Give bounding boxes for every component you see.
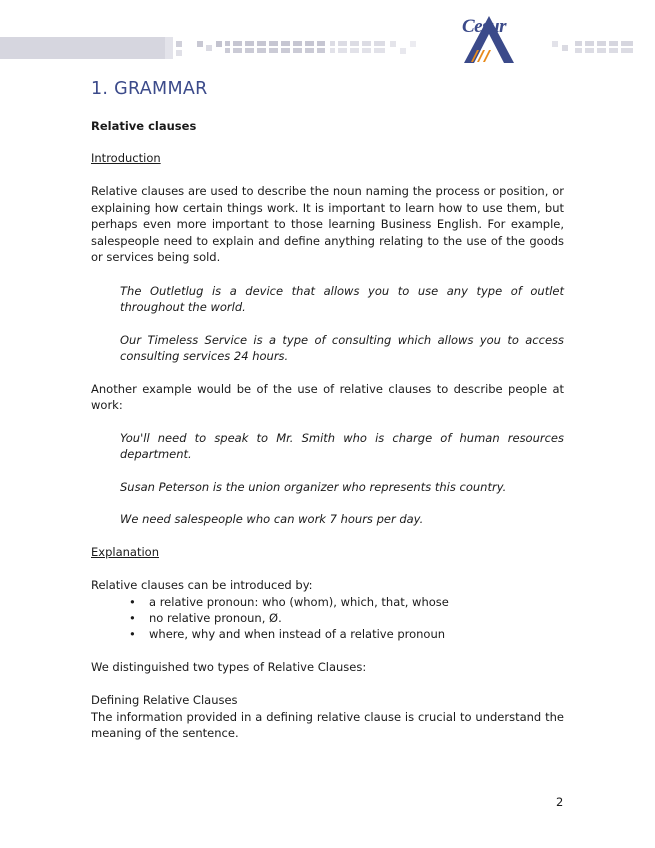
example-sentence: Susan Peterson is the union organizer who represents this country.: [120, 479, 507, 494]
defining-text: The information provided in a defining relative clause is crucial to understand the meaning of the sentence.: [91, 709, 564, 740]
introduced-by-text: Relative clauses can be introduced by:: [91, 578, 313, 592]
example-sentence: We need salespeople who can work 7 hours per day.: [120, 512, 424, 526]
list-item: • no relative pronoun, Ø.: [91, 610, 564, 626]
example-sentence: You'll need to speak to Mr. Smith who is charge of human resources department.: [120, 430, 564, 461]
header-band: [0, 0, 655, 70]
document-body: [91, 74, 564, 742]
page-number: 2: [556, 795, 564, 809]
list-item: • where, why and when instead of a relative pronoun: [91, 626, 564, 642]
intro-paragraph: Relative clauses are used to describe the noun naming the process or position, or explaining how certain things work. It is important to learn how to use them, but perhaps even more important to those learning Business English. For example, salespeople need to explain and define anything relating to the use of the goods or services being sold.: [91, 184, 564, 264]
defining-heading: Defining Relative Clauses: [91, 693, 238, 707]
introduction-heading: Introduction: [91, 150, 161, 165]
bullet-list: [91, 594, 564, 642]
example-sentence: Our Timeless Service is a type of consulting which allows you to access consulting services 24 hours.: [120, 332, 564, 363]
list-item: • a relative pronoun: who (whom), which, that, whose: [91, 594, 564, 610]
page-title: 1. GRAMMAR: [91, 79, 208, 99]
explanation-heading: Explanation: [91, 544, 159, 559]
logo-wordmark: Cesur: [462, 16, 506, 37]
people-paragraph: Another example would be of the use of relative clauses to describe people at work:: [91, 381, 564, 412]
section-title: Relative clauses: [91, 119, 197, 133]
two-types-text: We distinguished two types of Relative Clauses:: [91, 659, 367, 674]
example-sentence: The Outletlug is a device that allows you to use any type of outlet throughout the world.: [120, 283, 564, 314]
